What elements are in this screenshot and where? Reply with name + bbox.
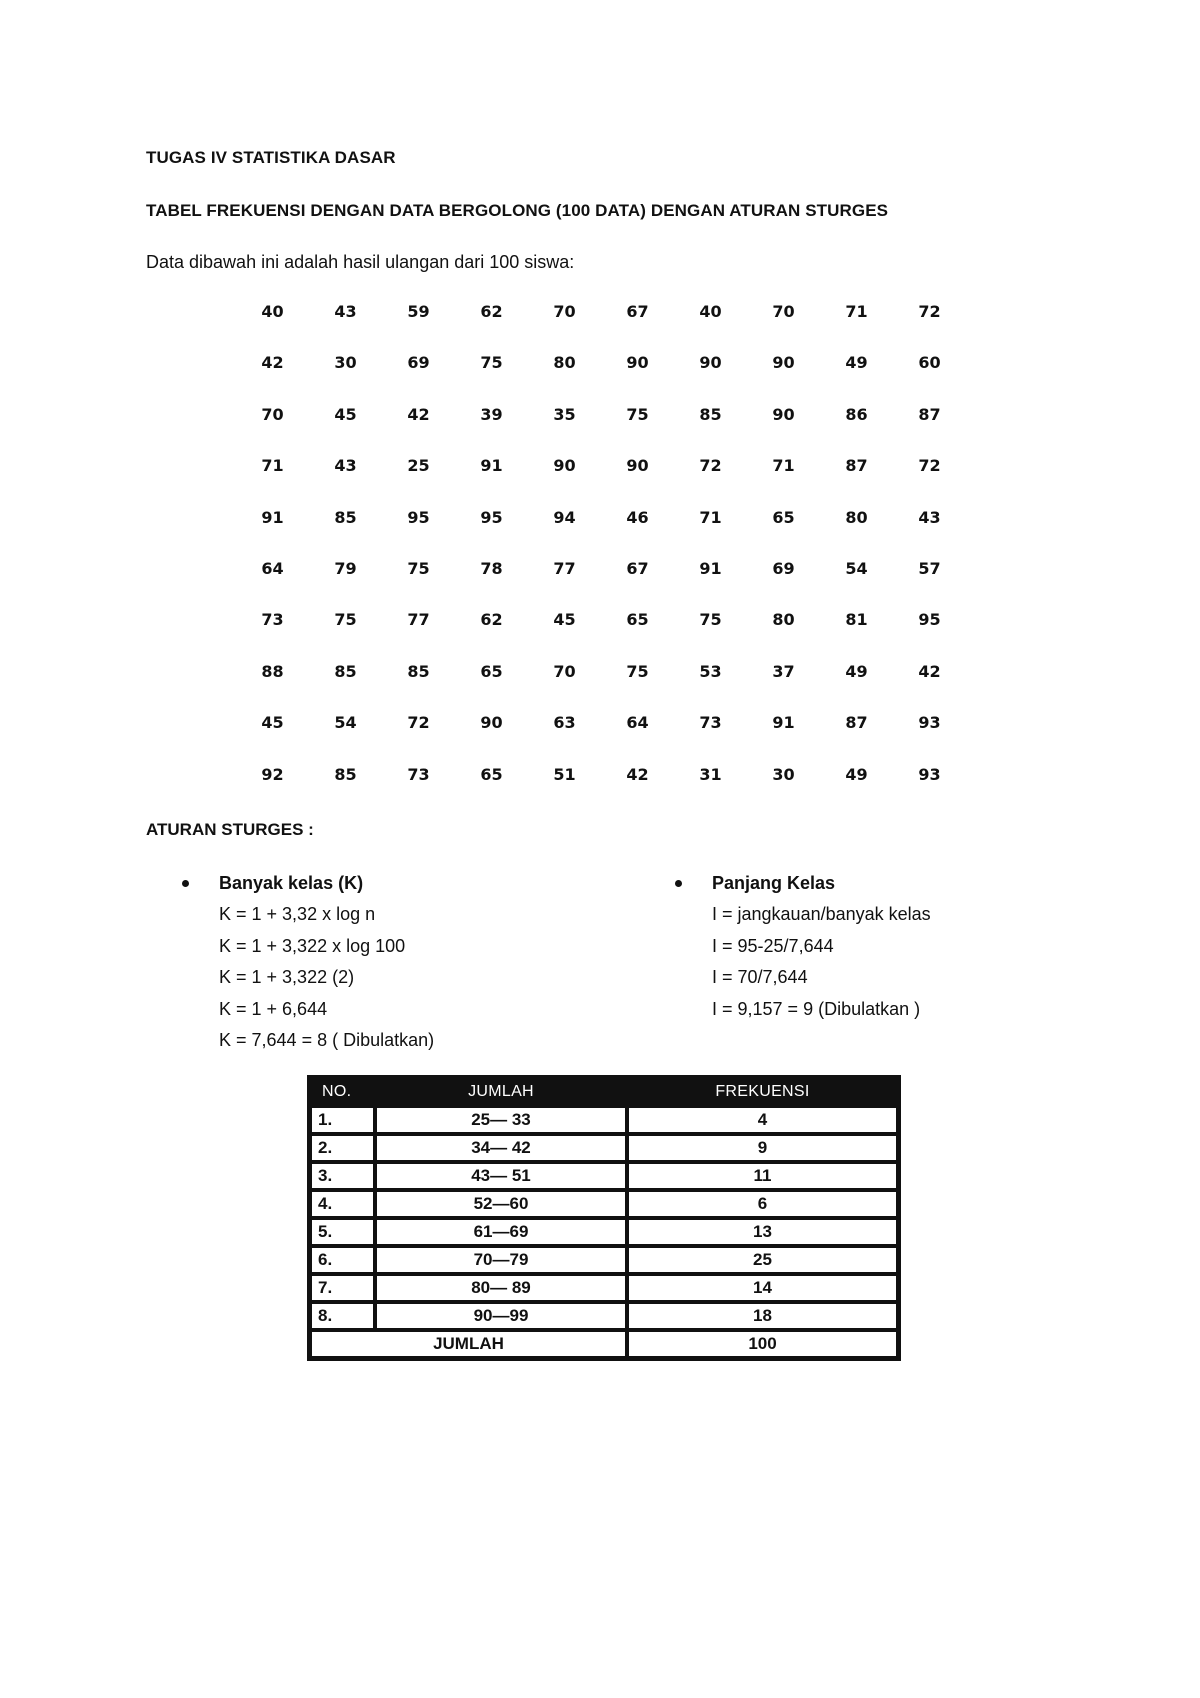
total-value: 100	[627, 1330, 898, 1358]
data-grid-row	[236, 302, 966, 353]
data-grid-row	[236, 610, 966, 661]
formula-line: K = 7,644 = 8 ( Dibulatkan)	[219, 1030, 435, 1050]
cell-range: 52—60	[375, 1190, 627, 1218]
table-row	[310, 1106, 898, 1134]
data-grid-cell: 49	[845, 661, 868, 681]
banyak-kelas-label: Banyak kelas (K)	[219, 873, 364, 893]
data-grid-cell: 90	[626, 353, 649, 373]
data-grid-cell: 85	[334, 507, 357, 527]
data-grid-cell: 73	[699, 713, 722, 733]
formula-line: I = 70/7,644	[712, 967, 808, 987]
table-row	[310, 1274, 898, 1302]
data-grid-cell: 30	[772, 764, 795, 784]
data-grid-cell: 64	[626, 713, 649, 733]
data-grid-cell: 75	[626, 661, 649, 681]
data-grid-cell: 86	[845, 404, 868, 424]
data-grid-cell: 46	[626, 507, 649, 527]
data-grid-cell: 85	[334, 764, 357, 784]
cell-range: 80— 89	[375, 1274, 627, 1302]
data-grid-cell: 25	[407, 456, 430, 476]
data-grid-cell: 95	[918, 610, 941, 630]
data-grid-cell: 80	[772, 610, 795, 630]
sturges-heading: ATURAN STURGES :	[146, 820, 314, 839]
data-grid-cell: 42	[918, 661, 941, 681]
cell-freq: 11	[627, 1162, 898, 1190]
cell-freq: 18	[627, 1302, 898, 1330]
header-jumlah: JUMLAH	[375, 1078, 627, 1106]
data-grid-cell: 63	[553, 713, 576, 733]
cell-range: 90—99	[375, 1302, 627, 1330]
data-grid-cell: 94	[553, 507, 576, 527]
cell-no: 3.	[310, 1162, 375, 1190]
formula-line: K = 1 + 3,322 (2)	[219, 967, 355, 987]
data-grid-cell: 62	[480, 610, 503, 630]
data-grid-cell: 65	[626, 610, 649, 630]
data-grid-cell: 42	[626, 764, 649, 784]
data-grid-cell: 49	[845, 353, 868, 373]
table-row	[310, 1246, 898, 1274]
data-grid-cell: 95	[480, 507, 503, 527]
data-grid-cell: 45	[261, 713, 284, 733]
data-grid-cell: 90	[699, 353, 722, 373]
data-grid-row	[236, 405, 966, 456]
data-grid-cell: 65	[480, 661, 503, 681]
data-grid-cell: 42	[261, 353, 284, 373]
data-grid-cell: 45	[334, 404, 357, 424]
data-grid-cell: 87	[845, 456, 868, 476]
data-grid-cell: 91	[772, 713, 795, 733]
cell-no: 8.	[310, 1302, 375, 1330]
cell-freq: 14	[627, 1274, 898, 1302]
data-grid-cell: 43	[918, 507, 941, 527]
frequency-table	[307, 1075, 901, 1361]
data-grid-cell: 75	[480, 353, 503, 373]
data-grid-cell: 37	[772, 661, 795, 681]
data-grid-cell: 95	[407, 507, 430, 527]
data-grid-cell: 70	[553, 661, 576, 681]
data-grid-cell: 71	[261, 456, 284, 476]
data-grid-cell: 64	[261, 558, 284, 578]
bullet-icon	[182, 880, 189, 887]
data-grid-cell: 90	[772, 353, 795, 373]
data-grid-cell: 67	[626, 302, 649, 321]
panjang-kelas-label: Panjang Kelas	[712, 873, 836, 893]
data-grid-cell: 85	[407, 661, 430, 681]
cell-no: 4.	[310, 1190, 375, 1218]
data-grid-cell: 43	[334, 456, 357, 476]
data-grid-cell: 93	[918, 764, 941, 784]
data-grid-cell: 31	[699, 764, 722, 784]
formula-line: K = 1 + 3,322 x log 100	[219, 935, 406, 956]
table-header-row	[310, 1078, 898, 1106]
data-grid-cell: 30	[334, 353, 357, 373]
cell-freq: 9	[627, 1134, 898, 1162]
table-row	[310, 1302, 898, 1330]
data-grid-cell: 62	[480, 302, 503, 321]
data-grid-cell: 70	[553, 302, 576, 321]
data-grid-cell: 40	[261, 302, 284, 321]
data-grid-cell: 43	[334, 302, 357, 321]
data-grid-cell: 88	[261, 661, 284, 681]
data-grid-cell: 80	[845, 507, 868, 527]
data-grid-cell: 69	[407, 353, 430, 373]
total-row	[310, 1330, 898, 1358]
data-grid-cell: 51	[553, 764, 576, 784]
formula-line: I = jangkauan/banyak kelas	[712, 904, 931, 924]
cell-freq: 6	[627, 1190, 898, 1218]
cell-range: 70—79	[375, 1246, 627, 1274]
data-grid-row	[236, 508, 966, 559]
data-grid-cell: 91	[699, 558, 722, 578]
cell-no: 7.	[310, 1274, 375, 1302]
data-grid-cell: 54	[334, 713, 357, 733]
data-grid-cell: 70	[772, 302, 795, 321]
data-grid-cell: 53	[699, 661, 722, 681]
cell-no: 6.	[310, 1246, 375, 1274]
data-grid-cell: 92	[261, 764, 284, 784]
cell-freq: 13	[627, 1218, 898, 1246]
data-grid-cell: 57	[918, 558, 941, 578]
data-grid-cell: 71	[845, 302, 868, 321]
document-subtitle: TABEL FREKUENSI DENGAN DATA BERGOLONG (100 DATA) DENGAN ATURAN STURGES	[146, 201, 889, 220]
data-grid-cell: 73	[261, 610, 284, 630]
table-row	[310, 1190, 898, 1218]
data-grid-cell: 72	[699, 456, 722, 476]
formula-line: K = 1 + 6,644	[219, 998, 328, 1019]
data-grid-cell: 73	[407, 764, 430, 784]
cell-no: 1.	[310, 1106, 375, 1134]
data-grid-cell: 90	[772, 404, 795, 424]
cell-no: 5.	[310, 1218, 375, 1246]
data-grid-cell: 90	[553, 456, 576, 476]
data-grid-cell: 59	[407, 302, 430, 321]
data-grid-cell: 54	[845, 558, 868, 578]
formula-line: I = 95-25/7,644	[712, 935, 834, 956]
data-grid-cell: 72	[918, 456, 941, 476]
data-grid-cell: 75	[334, 610, 357, 630]
raw-data-grid	[236, 302, 966, 816]
data-grid-row	[236, 559, 966, 610]
data-grid-cell: 39	[480, 404, 503, 424]
cell-no: 2.	[310, 1134, 375, 1162]
data-grid-row	[236, 353, 966, 404]
data-grid-cell: 79	[334, 558, 357, 578]
table-row	[310, 1162, 898, 1190]
data-grid-row	[236, 765, 966, 816]
panjang-kelas-section	[673, 868, 931, 1025]
data-grid-cell: 70	[261, 404, 284, 424]
cell-range: 25— 33	[375, 1106, 627, 1134]
data-grid-cell: 67	[626, 558, 649, 578]
data-grid-cell: 40	[699, 302, 722, 321]
data-grid-row	[236, 456, 966, 507]
data-grid-cell: 90	[480, 713, 503, 733]
data-grid-cell: 91	[261, 507, 284, 527]
document-title: TUGAS IV STATISTIKA DASAR	[146, 148, 396, 167]
data-grid-cell: 42	[407, 404, 430, 424]
data-grid-cell: 80	[553, 353, 576, 373]
data-grid-cell: 60	[918, 353, 941, 373]
data-grid-cell: 75	[626, 404, 649, 424]
header-frekuensi: FREKUENSI	[627, 1078, 898, 1106]
data-grid-cell: 35	[553, 404, 576, 424]
data-grid-cell: 72	[407, 713, 430, 733]
header-no: NO.	[310, 1078, 375, 1106]
data-grid-cell: 72	[918, 302, 941, 321]
data-grid-row	[236, 713, 966, 764]
cell-range: 34— 42	[375, 1134, 627, 1162]
data-grid-cell: 93	[918, 713, 941, 733]
data-grid-cell: 75	[407, 558, 430, 578]
cell-freq: 4	[627, 1106, 898, 1134]
data-grid-cell: 75	[699, 610, 722, 630]
total-label: JUMLAH	[310, 1330, 627, 1358]
data-grid-row	[236, 662, 966, 713]
banyak-kelas-section	[180, 868, 434, 1057]
cell-range: 61—69	[375, 1218, 627, 1246]
data-grid-cell: 90	[626, 456, 649, 476]
data-grid-cell: 87	[918, 404, 941, 424]
data-grid-cell: 71	[699, 507, 722, 527]
formula-line: K = 1 + 3,32 x log n	[219, 904, 376, 924]
intro-text: Data dibawah ini adalah hasil ulangan dari 100 siswa:	[146, 252, 575, 272]
bullet-icon	[675, 880, 682, 887]
cell-range: 43— 51	[375, 1162, 627, 1190]
data-grid-cell: 65	[480, 764, 503, 784]
data-grid-cell: 87	[845, 713, 868, 733]
data-grid-cell: 45	[553, 610, 576, 630]
data-grid-cell: 91	[480, 456, 503, 476]
data-grid-cell: 77	[407, 610, 430, 630]
cell-freq: 25	[627, 1246, 898, 1274]
data-grid-cell: 85	[699, 404, 722, 424]
formula-line: I = 9,157 = 9 (Dibulatkan )	[712, 998, 921, 1019]
data-grid-cell: 69	[772, 558, 795, 578]
table-row	[310, 1134, 898, 1162]
data-grid-cell: 77	[553, 558, 576, 578]
data-grid-cell: 81	[845, 610, 868, 630]
data-grid-cell: 49	[845, 764, 868, 784]
data-grid-cell: 85	[334, 661, 357, 681]
data-grid-cell: 65	[772, 507, 795, 527]
table-row	[310, 1218, 898, 1246]
data-grid-cell: 71	[772, 456, 795, 476]
data-grid-cell: 78	[480, 558, 503, 578]
